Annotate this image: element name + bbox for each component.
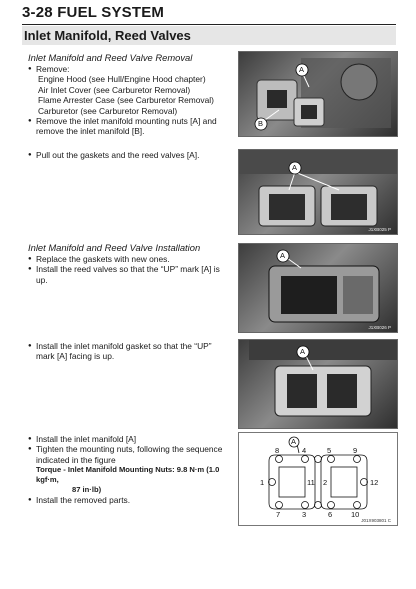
installation-step-3: ● Install the inlet manifold gasket so that the “UP” mark [A] facing is up. <box>28 341 230 362</box>
figure-code: J01X903801 C <box>361 518 391 523</box>
nut-number: 1 <box>260 478 265 487</box>
nut-number: 2 <box>323 478 328 487</box>
figure-code: J1XB025 P <box>368 227 391 232</box>
nut-number: 11 <box>307 478 315 487</box>
installation-block <box>28 242 230 285</box>
section-title: Inlet Manifold, Reed Valves <box>22 26 396 45</box>
removal-heading: Inlet Manifold and Reed Valve Removal <box>28 52 193 63</box>
callout-a: A <box>300 347 306 356</box>
installation-step-5: ● Tighten the mounting nuts, following the sequence indicated in the figure <box>28 444 230 465</box>
installation-step-1: ● Replace the gaskets with new ones. <box>28 254 230 264</box>
removal-step-3: ● Pull out the gaskets and the reed valves [A]. <box>28 150 230 160</box>
removal-step-3-block <box>28 150 230 160</box>
installation-heading: Inlet Manifold and Reed Valve Installation <box>28 242 201 253</box>
nut-number: 5 <box>327 446 332 455</box>
callout-a: A <box>280 251 286 260</box>
removal-item-4: Carburetor (see Carburetor Removal) <box>38 105 178 116</box>
figure-gasket-up-mark <box>238 339 398 429</box>
page-title: 3-28 FUEL SYSTEM <box>22 4 165 21</box>
header-rule <box>22 24 396 25</box>
figure-reed-valve-up-mark-art <box>239 244 397 332</box>
installation-step-2: ● Install the reed valves so that the “UP” mark [A] is up. <box>28 264 230 285</box>
nut-number: 4 <box>302 446 307 455</box>
nut-number: 6 <box>328 510 333 519</box>
nut-number: 8 <box>275 446 280 455</box>
nut-number: 3 <box>302 510 307 519</box>
callout-a: A <box>292 163 298 172</box>
torque-line-1: Torque - Inlet Manifold Mounting Nuts: 9.8 N·m (1.0 kgf·m, <box>36 465 220 485</box>
figure-tightening-sequence <box>238 432 398 526</box>
figure-code: J1XB026 P <box>368 325 391 330</box>
installation-step-3-block <box>28 341 230 362</box>
installation-step-6: ● Install the removed parts. <box>28 495 230 505</box>
removal-item-2: Air Inlet Cover (see Carburetor Removal) <box>38 84 191 95</box>
nut-number: 9 <box>353 446 358 455</box>
figure-gaskets-reed-valves <box>238 149 398 235</box>
callout-a: A <box>299 65 305 74</box>
removal-step-2: ● Remove the inlet manifold mounting nuts [A] and remove the inlet manifold [B]. <box>28 116 230 137</box>
nut-number: 10 <box>351 510 360 519</box>
callout-a: A <box>291 437 297 446</box>
torque-line-2: 87 in·lb) <box>72 485 102 495</box>
nut-number: 12 <box>370 478 379 487</box>
installation-step-4: ● Install the inlet manifold [A] <box>28 434 230 444</box>
removal-step-1: ● Remove: <box>28 64 230 74</box>
figure-gaskets-reed-valves-art <box>239 150 397 234</box>
figure-gasket-up-mark-art <box>239 340 397 428</box>
callout-b: B <box>258 119 264 128</box>
removal-item-3: Flame Arrester Case (see Carburetor Removal) <box>38 95 214 106</box>
removal-item-1: Engine Hood (see Hull/Engine Hood chapter) <box>38 74 206 85</box>
installation-step-4-block <box>28 434 230 506</box>
nut-number: 7 <box>276 510 281 519</box>
figure-reed-valve-up-mark <box>238 243 398 333</box>
figure-manifold-removal <box>238 51 398 137</box>
removal-block <box>28 52 230 137</box>
